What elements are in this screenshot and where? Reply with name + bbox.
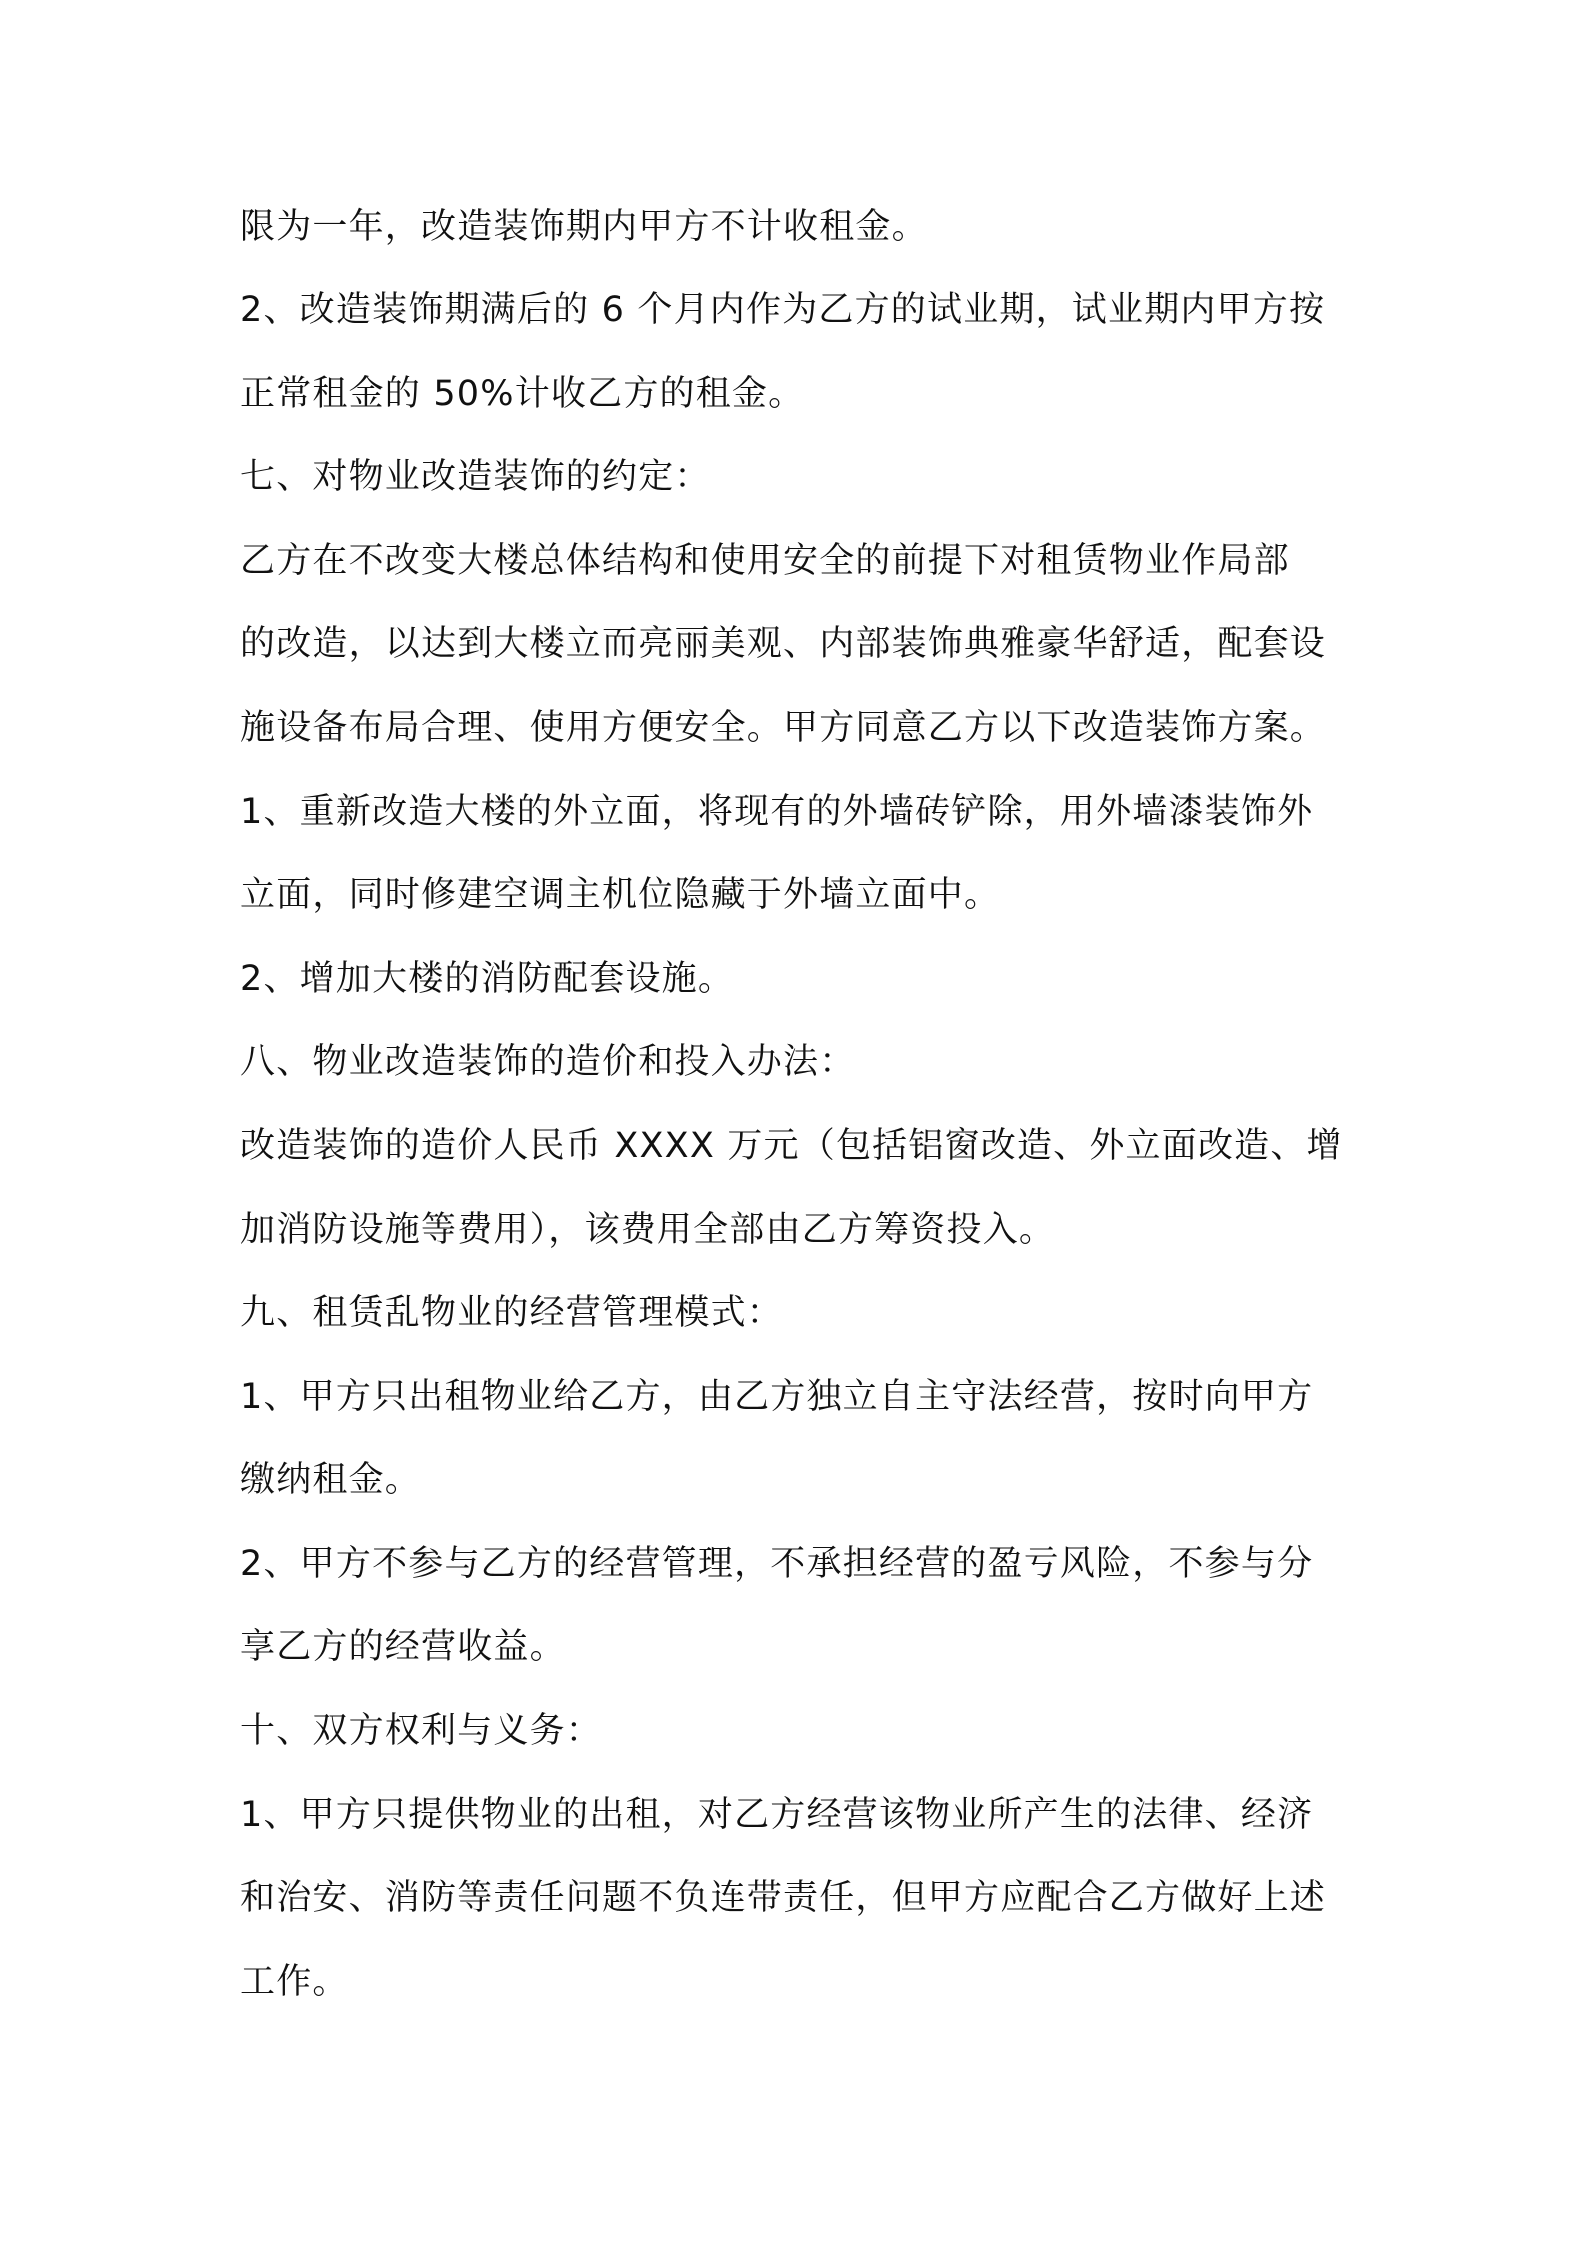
- text-line: 加消防设施等费用），该费用全部由乙方筹资投入。: [240, 1210, 1056, 1250]
- text-line: 正常租金的 50%计收乙方的租金。: [240, 374, 805, 414]
- text-line: 施设备布局合理、使用方便安全。甲方同意乙方以下改造装饰方案。: [240, 708, 1327, 748]
- text-line: 1、甲方只出租物业给乙方，由乙方独立自主守法经营，按时向甲方: [240, 1377, 1314, 1417]
- text-line: 2、甲方不参与乙方的经营管理，不承担经营的盈亏风险，不参与分: [240, 1544, 1314, 1584]
- text-line: 2、增加大楼的消防配套设施。: [240, 959, 735, 999]
- text-line: 1、重新改造大楼的外立面，将现有的外墙砖铲除，用外墙漆装饰外: [240, 792, 1314, 832]
- section-heading: 七、对物业改造装饰的约定：: [240, 457, 711, 497]
- section-heading: 九、租赁乱物业的经营管理模式：: [240, 1293, 784, 1333]
- section-heading: 十、双方权利与义务：: [240, 1711, 603, 1751]
- text-line: 享乙方的经营收益。: [240, 1627, 566, 1667]
- text-line: 限为一年，改造装饰期内甲方不计收租金。: [240, 207, 928, 247]
- text-line: 缴纳租金。: [240, 1460, 422, 1500]
- section-heading: 八、物业改造装饰的造价和投入办法：: [240, 1042, 856, 1082]
- text-line: 工作。: [240, 1962, 349, 2002]
- text-line: 2、改造装饰期满后的 6 个月内作为乙方的试业期，试业期内甲方按: [240, 290, 1326, 330]
- text-line: 和治安、消防等责任问题不负连带责任，但甲方应配合乙方做好上述: [240, 1878, 1327, 1918]
- text-line: 立面，同时修建空调主机位隐藏于外墙立面中。: [240, 875, 1001, 915]
- text-line: 的改造，以达到大楼立而亮丽美观、内部装饰典雅豪华舒适，配套设: [240, 624, 1327, 664]
- text-line: 1、甲方只提供物业的出租，对乙方经营该物业所产生的法律、经济: [240, 1795, 1314, 1835]
- text-line: 改造装饰的造价人民币 XXXX 万元（包括铝窗改造、外立面改造、增: [240, 1126, 1343, 1166]
- text-line: 乙方在不改变大楼总体结构和使用安全的前提下对租赁物业作局部: [240, 541, 1290, 581]
